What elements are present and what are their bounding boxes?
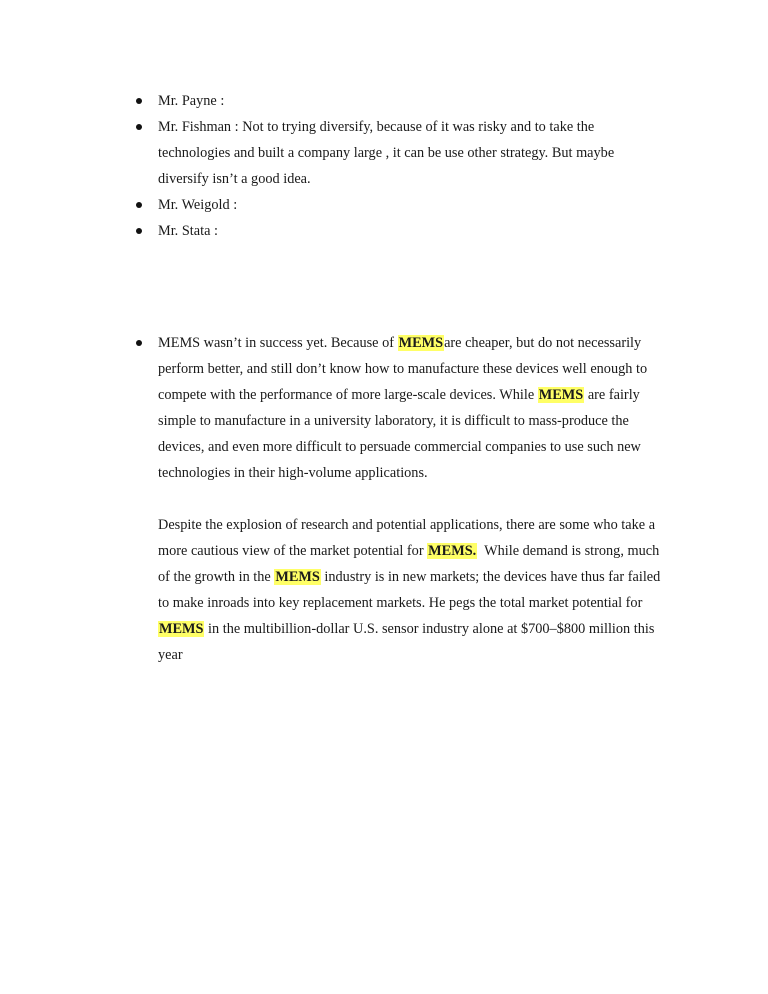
bullet-icon: [136, 340, 142, 346]
bullet-icon: [136, 228, 142, 234]
mems-highlight: MEMS: [275, 569, 320, 585]
para-text-3: industry is in new markets; the devices have thus far failed to make inroads into key replacement markets. He pegs the total market potential for: [158, 569, 661, 611]
list-item: [0, 330, 768, 486]
bullet-icon: [136, 202, 142, 208]
speaker-stata: Mr. Stata :: [158, 223, 218, 239]
list-item: [0, 218, 768, 244]
list-item: [0, 88, 768, 114]
mems-text-2: are cheaper, but do not necessarily perform better, and still don’t know how to manufacture these devices well enough to compete with the performance of more large-scale devices. While: [158, 335, 648, 403]
speaker-payne: Mr. Payne :: [158, 93, 225, 109]
bullet-icon: [136, 98, 142, 104]
mems-list: [0, 330, 768, 486]
para-text-1: Despite the explosion of research and potential applications, there are some who take a more cautious view of the market potential for: [158, 517, 656, 559]
speaker-fishman: Mr. Fishman : Not to trying diversify, because of it was risky and to take the technologies and built a company large , it can be use other strategy. But maybe diversify isn’t a good idea.: [158, 119, 615, 187]
speaker-list: [0, 88, 768, 244]
mems-highlight: MEMS.: [428, 543, 477, 559]
mems-text-1: MEMS wasn’t in success yet. Because of: [158, 335, 398, 351]
para-text-2: While demand is strong, much of the growth in the: [158, 543, 663, 585]
speaker-weigold: Mr. Weigold :: [158, 197, 238, 213]
mems-highlight: MEMS: [398, 335, 444, 351]
list-item: [0, 192, 768, 218]
market-paragraph: [158, 512, 663, 668]
list-item: [0, 114, 768, 192]
mems-highlight: MEMS: [159, 621, 204, 637]
mems-text-3: are fairly simple to manufacture in a university laboratory, it is difficult to mass-produce the devices, and even more difficult to persuade commercial companies to use such new technologies in their high-volume applications.: [158, 387, 641, 481]
mems-highlight: MEMS: [538, 387, 584, 403]
para-text-4: in the multibillion-dollar U.S. sensor industry alone at $700–$800 million this year: [158, 621, 655, 663]
bullet-icon: [136, 124, 142, 130]
